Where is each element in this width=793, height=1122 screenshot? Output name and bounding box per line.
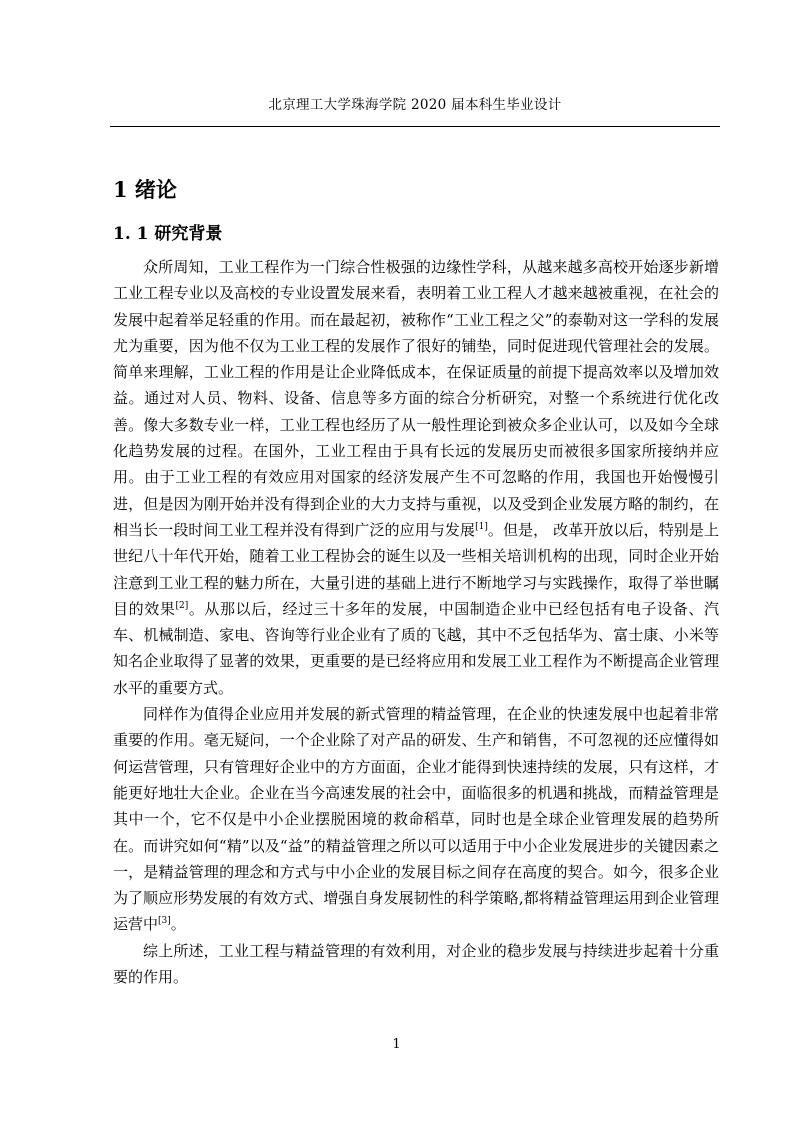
paragraph-1-text-b: 。但是， 改革开放以后，特别是上世纪八十年代开始，随着工业工程协会的诞生以及一些相关培训机构的出现，同时企业开始注意到工业工程的魅力所在，大量引进的基础上进行不断地学习与实践操作，取得了举世瞩目的效果	[113, 520, 719, 618]
header-rule	[110, 126, 720, 127]
page-number: 1	[392, 1037, 401, 1052]
citation-3: [3]	[158, 916, 171, 927]
paragraph-3-text: 综上所述，工业工程与精益管理的有效利用，对企业的稳步发展与持续进步起着十分重要的作用。	[113, 941, 719, 987]
citation-2: [2]	[175, 600, 189, 611]
paragraph-1-text-c: 。从那以后，经过三十多年的发展，中国制造企业中已经包括有电子设备、汽车、机械制造、家电、咨询等行业企业有了质的飞越，其中不乏包括华为、富士康、小米等知名企业取得了显著的效果，更重要的是已经将应用和发展工业工程作为不断提高企业管理水平的重要方式。	[113, 599, 719, 697]
citation-1: [1]	[475, 521, 488, 532]
paragraph-3	[113, 938, 719, 991]
paragraph-2-text: 同样作为值得企业应用并发展的新式管理的精益管理，在企业的快速发展中也起着非常重要的作用。毫无疑问，一个企业除了对产品的研发、生产和销售，不可忽视的还应懂得如何运营管理，只有管理好企业中的方方面面，企业才能得到快速持续的发展，只有这样，才能更好地壮大企业。企业在当今高速发展的社会中，面临很多的机遇和挑战，而精益管理是其中一个，它不仅是中小企业摆脱困境的救命稻草，同时也是全球企业管理发展的趋势所在。而讲究如何“精”以及“益”的精益管理之所以可以适用于中小企业发展进步的关键因素之一，是精益管理的理念和方式与中小企业的发展目标之间存在高度的契合。如今，很多企业为了顺应形势发展的有效方式、增强自身发展韧性的科学策略,都将精益管理运用到企业管理运营中	[113, 705, 719, 934]
section-title: 1. 1 研究背景	[113, 224, 223, 244]
paragraph-1-text-a: 众所周知，工业工程作为一门综合性极强的边缘性学科，从越来越多高校开始逐步新增工业工程专业以及高校的专业设置发展来看，表明着工业工程人才越来越被重视，在社会的发展中起着举足轻重的作用。而在最起初，被称作“工业工程之父”的泰勒对这一学科的发展尤为重要，因为他不仅为工业工程的发展作了很好的铺垫，同时促进现代管理社会的发展。简单来理解，工业工程的作用是让企业降低成本，在保证质量的前提下提高效率以及增加效益。通过对人员、物料、设备、信息等多方面的综合分析研究，对整一个系统进行优化改善。像大多数专业一样，工业工程也经历了从一般性理论到被众多企业认可，以及如今全球化趋势发展的过程。在国外，工业工程由于具有长远的发展历史而被很多国家所接纳并应用。由于工业工程的有效应用对国家的经济发展产生不可忽略的作用，我国也开始慢慢引进，但是因为刚开始并没有得到企业的大力支持与重视，以及受到企业发展方略的制约，在相当长一段时间工业工程并没有得到广泛的应用与发展	[113, 258, 719, 539]
paragraph-2	[113, 701, 719, 938]
page-header: 北京理工大学珠海学院 2020 届本科生毕业设计	[268, 97, 562, 113]
body-text	[113, 254, 719, 990]
paragraph-2-end: 。	[170, 915, 186, 934]
paragraph-1	[113, 254, 719, 701]
chapter-title: 1 绪论	[113, 177, 177, 202]
